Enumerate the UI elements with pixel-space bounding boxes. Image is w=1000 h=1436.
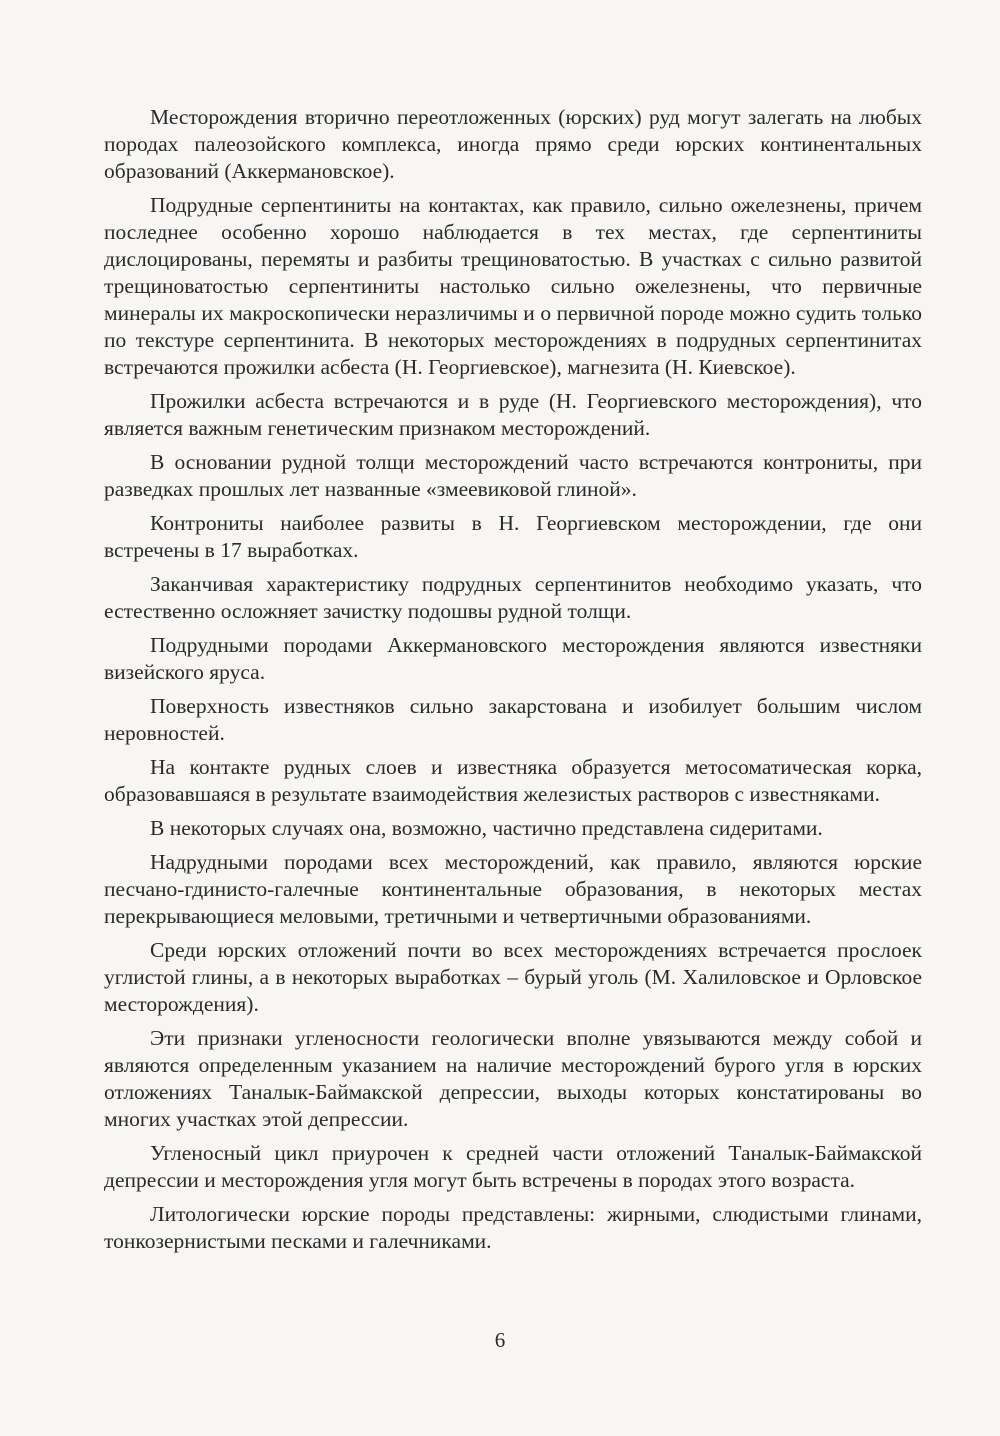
paragraph-13: Эти признаки угленосности геологически вполне увязываются между собой и являются определенным указанием на наличие месторождений бурого угля в юрских отложениях Таналык-Баймакской депрессии, выходы которых констатированы во многих участках этой депрессии.	[104, 1026, 922, 1131]
paragraph-6: Заканчивая характеристику подрудных серпентинитов необходимо указать, что естественно осложняет зачистку подошвы рудной толщи.	[104, 572, 922, 623]
body-text	[104, 104, 922, 1262]
page-number: 6	[494, 1328, 506, 1352]
paragraph-5: Контрониты наиболее развиты в Н. Георгиевском месторождении, где они встречены в 17 выработках.	[104, 511, 922, 562]
paragraph-3: Прожилки асбеста встречаются и в руде (Н. Георгиевского месторождения), что является важным генетическим признаком месторождений.	[104, 389, 922, 440]
paragraph-2: Подрудные серпентиниты на контактах, как правило, сильно ожелезнены, причем последнее особенно хорошо наблюдается в тех местах, где серпентиниты дислоцированы, перемяты и разбиты трещиноватостью. В участках с сильно развитой трещиноватостью серпентиниты настолько сильно ожелезнены, что первичные минералы их макроскопически неразличимы и о первичной породе можно судить только по текстуре серпентинита. В некоторых месторождениях в подрудных серпентинитах встречаются прожилки асбеста (Н. Георгиевское), магнезита (Н. Киевское).	[104, 193, 922, 379]
paragraph-10: В некоторых случаях она, возможно, частично представлена сидеритами.	[150, 816, 823, 840]
paragraph-4: В основании рудной толщи месторождений часто встречаются контрониты, при разведках прошлых лет названные «змеевиковой глиной».	[104, 450, 922, 501]
paragraph-9: На контакте рудных слоев и известняка образуется метосоматическая корка, образовавшаяся в результате взаимодействия железистых растворов с известняками.	[104, 755, 922, 806]
paragraph-1: Месторождения вторично переотложенных (юрских) руд могут залегать на любых породах палеозойского комплекса, иногда прямо среди юрских континентальных образований (Аккермановское).	[104, 105, 922, 183]
paragraph-8: Поверхность известняков сильно закарстована и изобилует большим числом неровностей.	[104, 694, 922, 745]
paragraph-14: Угленосный цикл приурочен к средней части отложений Таналык-Баймакской депрессии и месторождения угля могут быть встречены в породах этого возраста.	[104, 1141, 922, 1192]
paragraph-11: Надрудными породами всех месторождений, как правило, являются юрские песчано-гдинисто-галечные континентальные образования, в некоторых местах перекрывающиеся меловыми, третичными и четвертичными образованиями.	[104, 850, 922, 928]
paragraph-15: Литологически юрские породы представлены: жирными, слюдистыми глинами, тонкозернистыми песками и галечниками.	[104, 1202, 922, 1253]
paragraph-7: Подрудными породами Аккермановского месторождения являются известняки визейского яруса.	[104, 633, 922, 684]
paragraph-12: Среди юрских отложений почти во всех месторождениях встречается прослоек углистой глины, а в некоторых выработках – бурый уголь (М. Халиловское и Орловское месторождения).	[104, 938, 922, 1016]
